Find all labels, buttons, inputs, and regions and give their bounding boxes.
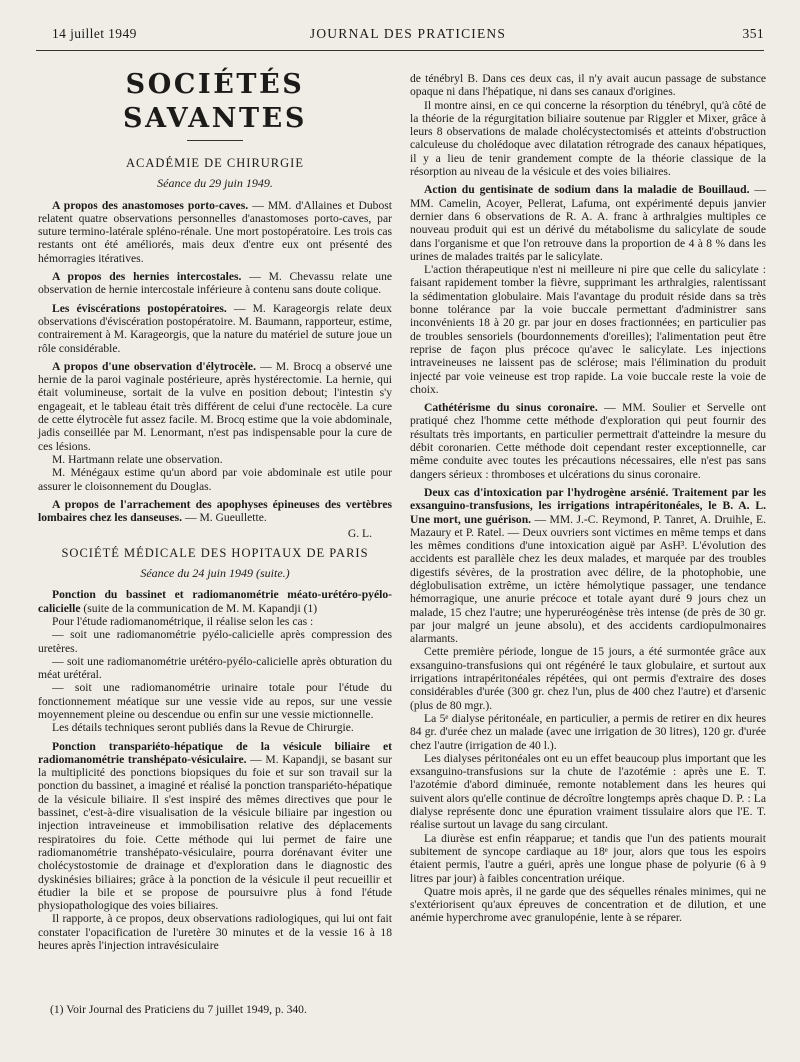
paragraph: — soit une radiomanométrie pyélo-calicielle après compression des uretères. (38, 628, 392, 655)
left-column (38, 66, 392, 952)
running-header (52, 26, 764, 46)
article-hydrogene-arsenie: Deux cas d'intoxication par l'hydrogène arsénié. Traitement par les exsanguino-transfusions, les irrigations intrapéritonéales, le B. A. L. Une mort, une guérison. — MM. J.-C. Reymond, P. Tanret, A. Druihle, E. Mazaury et P. Ratel. — Deux ouvriers sont victimes en même temps et dans les mêmes conditions d'une intoxication aiguë par AsH³. L'évolution des accidents est parallèle chez les deux malades, et marquée par des troubles digestifs sévères, de la prostration avec délire, de la photophobie, une déglobulisation extrême, un ictère hémolytique passager, une tendance hémorragique, une anurie précoce et totale ayant duré 9 jours chez un malade, 15 chez l'autre; une hyperuréogénèse très intense (de près de 30 gr. par jour malgré un jeune absolu), et des accidents cardiopulmonaires alarmants. (410, 485, 766, 646)
title-underline (187, 140, 243, 141)
paragraph: Pour l'étude radiomanométrique, il réalise selon les cas : (52, 614, 314, 628)
paragraph: de ténébryl B. Dans ces deux cas, il n'y avait aucun passage de substance opaque ni dans l'hépatique, ni dans ses canaux d'origines. (410, 72, 766, 99)
article-apophyses: A propos de l'arrachement des apophyses épineuses des vertèbres lombaires chez les danseuses. — M. Gueullette. (38, 497, 392, 525)
article-ponction-bassinet: Ponction du bassinet et radiomanométrie méato-urétéro-pyélo-calicielle (suite de la communication de M. M. Kapandji (1) (38, 588, 392, 615)
article-elytrocele: A propos d'une observation d'élytrocèle. — M. Brocq a observé une hernie de la paroi vaginale postérieure, après hystérectomie. La hernie, qui était volumineuse, sortait de la vulve en position debout; l'intestin s'y engageait, et le tableau était très différent de celui d'une rectocèle. La cure de cette élytrocèle fut assez facile. M. Brocq estime que la voie abdominale, jadis conseillée par M. Lenormant, n'est pas indispensable pour la cure de ces lésions. (38, 359, 392, 453)
section-title: SOCIÉTÉS SAVANTES (123, 69, 307, 134)
right-column (410, 72, 766, 925)
header-date: 14 juillet 1949 (52, 26, 137, 41)
paragraph: Quatre mois après, il ne garde que des séquelles rénales minimes, qui ne s'extériorisent qu'aux épreuves de concentration et de dilution, et une anémie hyperchrome avec granulopénie, lente à se réparer. (410, 884, 766, 925)
header-journal-title: JOURNAL DES PRATICIENS (309, 26, 507, 41)
paragraph: Les détails techniques seront publiés dans la Revue de Chirurgie. (52, 721, 354, 735)
smh-heading: SOCIÉTÉ MÉDICALE DES HOPITAUX DE PARIS (61, 545, 369, 560)
article-eviscerations: Les éviscérations postopératoires. — M. Karageorgis relate deux observations d'éviscération postopératoire. M. Baumann, rapporteur, estime, contrairement à M. Karageorgis, que la nature du matériel de suture joue un rôle considérable. (38, 301, 392, 355)
article-ponction-vesicule: Ponction transpariéto-hépatique de la vésicule biliaire et radiomanométrie transhépato-vésiculaire. — M. Kapandji, se basant sur la multiplicité des ponctions biopsiques du foie et sur son travail sur la ponction du bassinet, a imaginé et réalisé la ponction transpariéto-hépatique de la vésicule biliaire. Il s'est inspiré des mêmes directives que pour le bassinet, c'est-à-dire visualisation de la vésicule biliaire par ingestion ou injection intraveineuse et immobilisation relative des déplacements respiratoires du foie. Cette méthode qui lui permet de faire une radiomanométrie transhépato-vésiculaire, pourra dorénavant éviter une cholécystostomie de drainage et d'exploration dans le diagnostic des dyskinésies biliaires; grâce à la ponction de la vésicule il peut recueillir et étudier la bile et se propose de poursuivre plus à fond l'étude physiopathologique des voies biliaires. (38, 739, 392, 913)
paragraph: La 5ᵉ dialyse péritonéale, en particulier, a permis de retirer en dix heures 84 gr. d'urée chez un malade (avec une irrigation de 30 litres), 120 gr. d'urée chez l'autre (irrigation de 40 l.). (410, 711, 766, 752)
paragraph: Il montre ainsi, en ce qui concerne la résorption du ténébryl, qu'à côté de la théorie de la régurgitation biliaire soutenue par Riggler et Mixer, grâce à leurs 8 observations de malade cholécystectomisés et atteints d'obstruction calculeuse du cholédoque avec dilatation rétrograde des canaux hépatiques, il y a lieu de tenir grandement compte de la théorie classique de la résorption au niveau de la vésicule et des voies biliaires. (410, 98, 766, 179)
paragraph: Il rapporte, à ce propos, deux observations radiologiques, qui lui ont fait constater l'opacification de l'uretère 30 minutes et de la vessie 16 à 18 heures après l'injection intravésiculaire (38, 912, 392, 953)
article-elytrocele-p2: M. Hartmann relate une observation. (52, 452, 223, 466)
paragraph: — soit une radiomanométrie urinaire totale pour l'étude du fonctionnement méatique sur une vessie vide au repos, sur une vessie moyennement pleine ou descendue ou enfin sur une vessie mictionnelle. (38, 681, 392, 721)
paragraph: La diurèse est enfin réapparue; et tandis que l'un des patients mourait subitement de syncope cardiaque au 18ᵉ jour, alors que tous les espoirs étaient permis, l'autre a guéri, après une longue phase de polyurie (6 à 9 litres par jour) à faibles concentration uréique. (410, 831, 766, 885)
paragraph: Cette première période, longue de 15 jours, a été surmontée grâce aux exsanguino-transfusions qui ont régénéré le taux globulaire, et surtout aux irrigations intrapéritonéales répétées, qui ont permis d'extraire des doses considérables d'urée (300 gr. chez l'un, plus de 400 chez l'autre) et d'arsenic (plus de 80 mgr.). (410, 645, 766, 712)
paragraph: Les dialyses péritonéales ont eu un effet beaucoup plus important que les exsanguino-transfusions sur la chute de l'azotémie : après une E. T. l'azotémie d'abord diminuée, remonte notablement dans les heures qui suivent alors qu'elle continue de décroître longtemps après chaque D. P. : La dialyse représente donc une épuration vraiment tissulaire alors que l'E. T. réalise surtout un lavage du sang circulant. (410, 751, 766, 832)
footnote: (1) Voir Journal des Praticiens du 7 juillet 1949, p. 340. (50, 1003, 307, 1016)
article-elytrocele-p3: M. Ménégaux estime qu'un abord par voie abdominale est utile pour assurer le cloisonnement du Douglas. (38, 466, 392, 493)
paragraph: — soit une radiomanométrie urétéro-pyélo-calicielle après obturation du méat urétéral. (38, 654, 392, 682)
academie-heading: ACADÉMIE DE CHIRURGIE (126, 156, 304, 170)
signature: G. L. (347, 527, 372, 541)
paragraph: L'action thérapeutique n'est ni meilleure ni pire que celle du salicylate : faisant rapidement tomber la fièvre, supprimant les arthralgies, ralentissant la sédimentation globulaire. Mais l'avantage du produit réside dans sa très bonne tolérance par la voie buccale permettant d'administrer sans inconvénients 18 à 20 gr. par jour en doses fractionnées; en particulier pas de troubles sensoriels (bourdonnements d'oreilles); l'alimentation peut être reprise de façon plus précoce qu'avec le salicylate. Les injections intraveineuses ne laissent pas de sclérose; mais l'élimination du produit injecté par voie veineuse est trop rapide. La voie buccale reste la voie de choix. (410, 263, 766, 396)
article-gentisinate: Action du gentisinate de sodium dans la maladie de Bouillaud. — MM. Camelin, Acoyer, Pellerat, Lafuma, ont expérimenté depuis janvier dernier dans 6 observations de R. A. A. franc à arthralgies multiples ce nouveau produit qui est un dérivé du métabolisme du salicylate de soude dans l'organisme et que l'on retrouve dans la proportion de 4 à 8 % dans les urines de malades traités par le salicylate. (410, 183, 766, 263)
header-rule (36, 50, 764, 51)
article-anastomoses: A propos des anastomoses porto-caves. — MM. d'Allaines et Dubost relatent quatre observations personnelles d'anastomoses porto-caves, par suture termino-latérale spléno-rénale. Une mort postopératoire. Les trois cas restants ont été améliorés, mais deux d'entre eux ont présenté des hémorragies itératives. (38, 198, 392, 265)
academie-seance: Séance du 29 juin 1949. (157, 176, 273, 191)
article-catheterisme: Cathétérisme du sinus coronaire. — MM. Soulier et Servelle ont pratiqué chez l'homme cette méthode d'exploration qui peut fournir des résultats très importants, en particulier permettrait d'atteindre la mesure du débit coronarien. Cette méthode doit cependant rester exceptionnelle, car même conduite avec toutes les précautions nécessaires, elle n'est pas sans dangers sérieux : thromboses et ulcérations du sinus coronaire. (410, 401, 766, 481)
header-page-number: 351 (742, 26, 764, 41)
article-hernies: A propos des hernies intercostales. — M. Chevassu relate une observation de hernie intercostale inférieure à contenu sans doute colique. (38, 270, 393, 297)
smh-seance: Séance du 24 juin 1949 (suite.) (140, 566, 290, 581)
